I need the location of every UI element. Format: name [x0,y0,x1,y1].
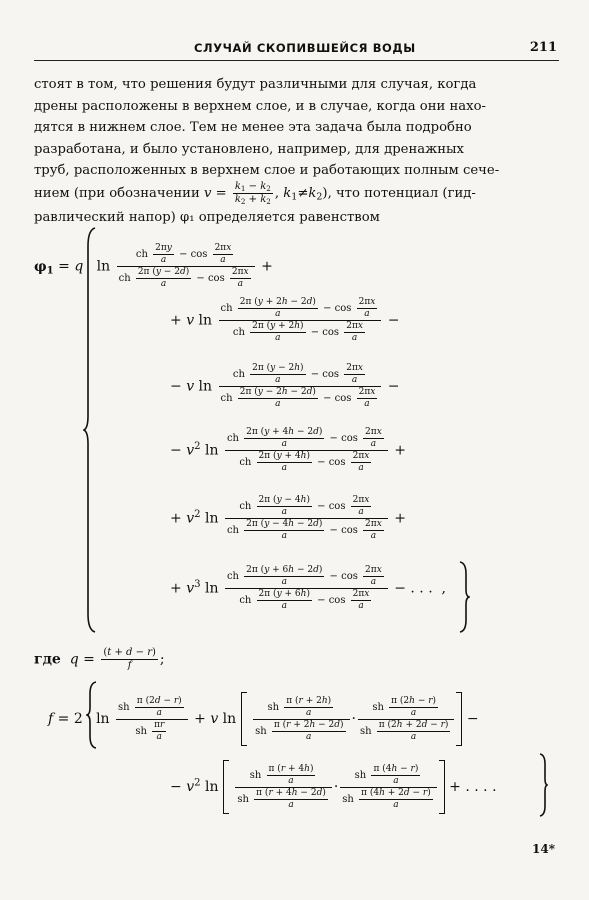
page-number: 211 [529,40,557,55]
formula-line-3: − v ln ch $\frac{2\pi (y - 2h)}{a}$ − cos $\frac{2\pi x}{a}$ ch $\frac{2\pi (y - 2h - 2d)}{a}$ − cos $\frac{2\pi x}{a}$ − [170,363,400,409]
running-header [34,38,559,61]
text-fragment: , что потенциал (гид- [327,185,476,201]
text-line: равлический напор) φ₁ определяется равенством [34,210,380,226]
formula-line-1: $\varphi_1 = q$ ln ch $\frac{2\pi y}{a}$ − cos $\frac{2\pi x}{a}$ ch $\frac{2\pi (y - 2d)}{a}$ − cos $\frac{2\pi x}{a}$ + [34,243,273,289]
text-line: дрены расположены в верхнем слое, и в случае, когда они нахо- [34,98,487,114]
f-formula-line-1: f = 2 ln sh $\frac{\pi (2d - r)}{a}$ sh $\frac{\pi r}{a}$ + v ln sh $\frac{\pi (r + 2h)}{a}$ sh $\frac{\pi (r + 2h - 2d)}{a}$ · sh $\frac{\pi (2h - r)}{a}$ sh $\frac{\pi (2h + 2d - r)}{a}$ − [48,692,479,746]
text-line: дятся в нижнем слое. Тем не менее эта задача была подробно [34,120,472,135]
where-label: где [34,651,61,668]
text-line: стоят в том, что решения будут различными для случая, когда [34,77,477,92]
formula-line-2: + v ln ch $\frac{2\pi (y + 2h - 2d)}{a}$ − cos $\frac{2\pi x}{a}$ ch $\frac{2\pi (y + 2h)}{a}$ − cos $\frac{2\pi x}{a}$ − [170,297,400,343]
text-line: труб, расположенных в верхнем слое и работающих полным сече- [34,163,500,178]
formula-line-6: + $v^3$ ln ch $\frac{2\pi (y + 6h - 2d)}{a}$ − cos $\frac{2\pi x}{a}$ ch $\frac{2\pi (y + 6h)}{a}$ − cos $\frac{2\pi x}{a}$ − . . . , [170,565,446,611]
signature-mark: 14* [532,842,555,856]
right-curly-brace [458,560,470,634]
f-formula-line-2: − $v^2$ ln sh $\frac{\pi (r + 4h)}{a}$ sh $\frac{\pi (r + 4h - 2d)}{a}$ · sh $\frac{\pi (4h - r)}{a}$ sh $\frac{\pi (4h + 2d - r)}{a}$ + . . . . [170,760,497,814]
running-title: СЛУЧАЙ СКОПИВШЕЙСЯ ВОДЫ [194,41,416,55]
formula-line-5: + $v^2$ ln ch $\frac{2\pi (y - 4h)}{a}$ − cos $\frac{2\pi x}{a}$ ch $\frac{2\pi (y - 4h - 2d)}{a}$ − cos $\frac{2\pi x}{a}$ + [170,495,406,541]
text-line-with-formula [34,182,560,208]
text-fragment: нием (при обозначении [34,185,200,201]
formula-line-4: − $v^2$ ln ch $\frac{2\pi (y + 4h - 2d)}{a}$ − cos $\frac{2\pi x}{a}$ ch $\frac{2\pi (y + 4h)}{a}$ − cos $\frac{2\pi x}{a}$ + [170,427,406,473]
f-right-curly-brace [538,752,548,818]
body-paragraph [34,74,560,229]
inline-formula: v = $\frac{k_1 - k_2}{k_2 + k_2}$ , $k_1\ne k_2$) [203,180,328,206]
q-definition: где q = $\frac{(t + d - r)}{f}$ ; [34,647,165,671]
text-line: разработана, и было установлено, например, для дренажных [34,141,464,157]
